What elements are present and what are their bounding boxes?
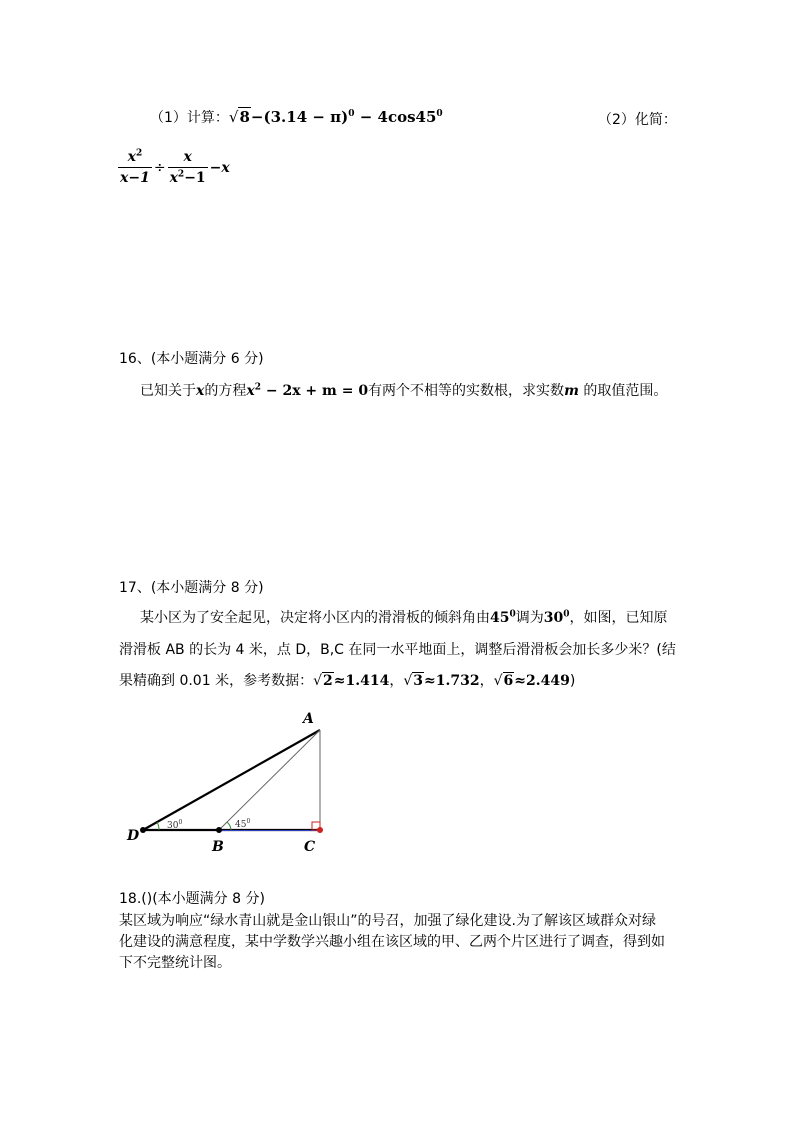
q18-line-1: 某区域为响应“绿水青山就是金山银山”的号召，加强了绿化建设.为了解该区域群众对绿 bbox=[119, 913, 656, 929]
q15-part2-label: （2）化简： bbox=[598, 112, 677, 128]
q15-part1-expression: $√8-(3.14 - \pi)^0 - 4\cos 45^0$ bbox=[228, 108, 443, 126]
q17-line-3: 果精确到 0.01 米，参考数据：√2≈1.414，√3≈1.732，√6≈2.449) bbox=[119, 673, 576, 689]
q17-line-1: 某小区为了安全起见，决定将小区内的滑滑板的倾斜角由$45^0$调为$30^0$，如图，已知原 bbox=[140, 609, 668, 626]
q18-line-2: 化建设的满意程度，某中学数学兴趣小组在该区域的甲、乙两个片区进行了调查，得到如 bbox=[119, 934, 665, 950]
angle-label-B: $45^0$ bbox=[235, 818, 251, 830]
label-A: A bbox=[303, 711, 314, 727]
label-D: D bbox=[127, 828, 140, 844]
q15-part1 bbox=[150, 107, 443, 127]
q16-question: 已知关于x的方程$x^2 - 2x + m = 0$有两个不相等的实数根，求实数m 的取值范围。 bbox=[140, 382, 668, 399]
angle-label-D: $30^0$ bbox=[167, 819, 183, 831]
angle-arc-D bbox=[157, 822, 159, 830]
q18-line-3: 下不完整统计图。 bbox=[119, 955, 231, 971]
label-C: C bbox=[304, 839, 316, 855]
angle-arc-B bbox=[227, 822, 231, 830]
label-B: B bbox=[212, 839, 224, 855]
segment-DA bbox=[143, 730, 320, 830]
fraction-2: $\frac{x}{x^2-1}$ bbox=[169, 149, 206, 186]
q18-heading: 18.()(本小题满分 8 分) bbox=[119, 891, 265, 907]
point-D bbox=[140, 827, 146, 833]
q17-heading: 17、(本小题满分 8 分) bbox=[119, 580, 264, 596]
q17-line-2: 滑滑板 AB 的长为 4 米，点 D，B,C 在同一水平地面上，调整后滑滑板会加长多少米？(结 bbox=[119, 642, 676, 658]
slide-figure bbox=[115, 705, 345, 865]
point-C bbox=[317, 827, 323, 833]
segment-BA bbox=[219, 730, 320, 830]
fraction-1: $\frac{x^2}{x-1}$ bbox=[120, 148, 150, 186]
q15-part2-expression: $\frac{x^2}{x-1}$ ÷ $\frac{x}{x^2-1}$ −x bbox=[120, 148, 230, 186]
point-B bbox=[216, 827, 222, 833]
q15-part1-label: （1）计算： bbox=[150, 110, 229, 126]
q16-heading: 16、(本小题满分 6 分) bbox=[119, 351, 264, 367]
